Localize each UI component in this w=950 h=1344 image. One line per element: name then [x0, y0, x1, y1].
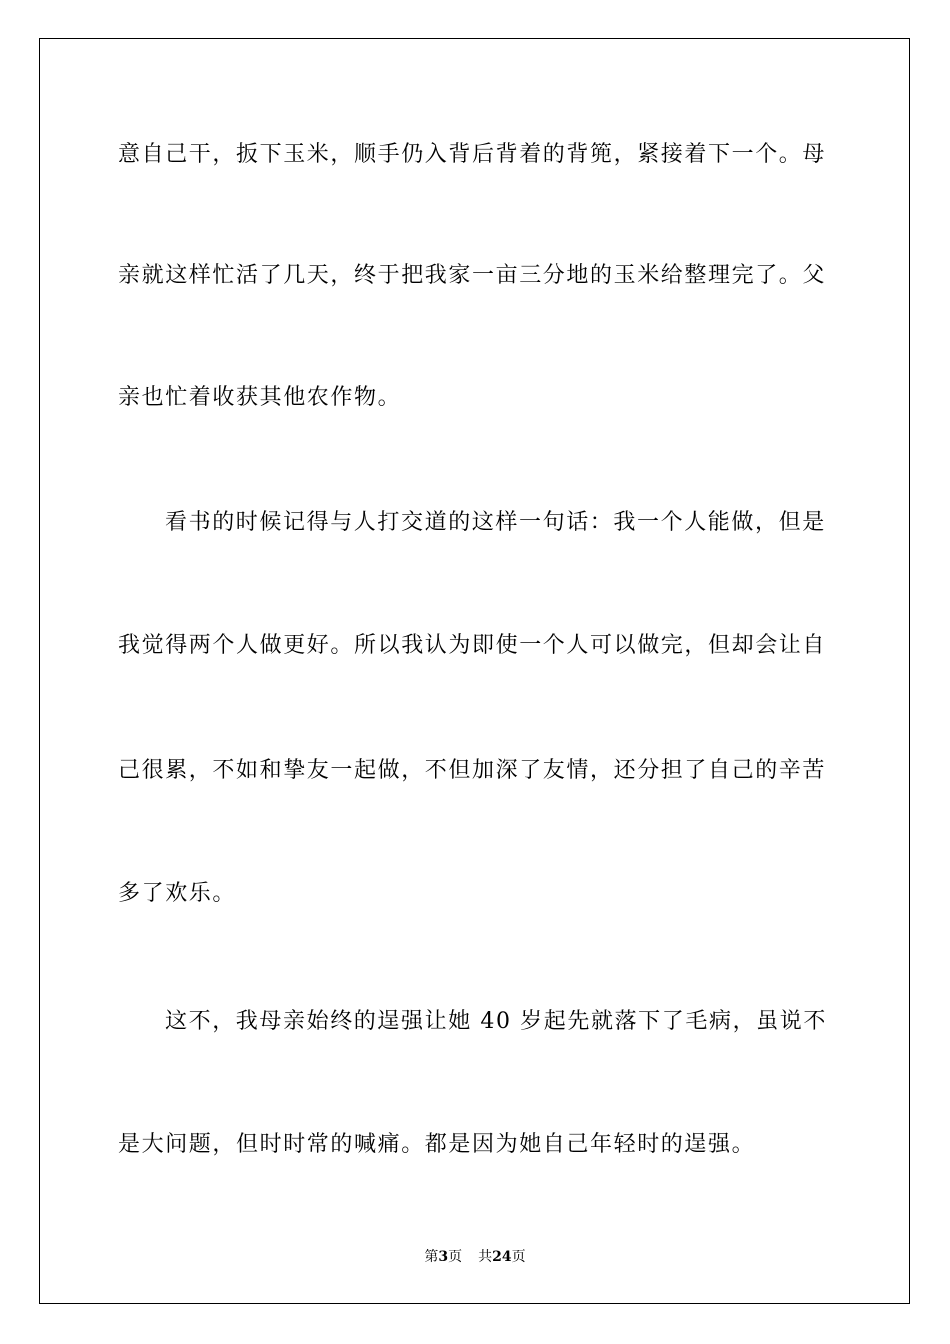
page-prefix: 第 — [424, 1249, 439, 1265]
text-line: 我觉得两个人做更好。所以我认为即使一个人可以做完，但却会让自 — [118, 633, 827, 658]
text-line: 意自己干，扳下玉米，顺手仍入背后背着的背篼，紧接着下一个。母 — [118, 142, 827, 167]
text-line: 是大问题，但时时常的喊痛。都是因为她自己年轻时的逞强。 — [118, 1132, 756, 1157]
page-frame — [39, 38, 910, 1304]
total-prefix: 共 — [478, 1249, 493, 1265]
total-pages: 24 — [492, 1249, 512, 1265]
paragraph-start-line: 看书的时候记得与人打交道的这样一句话：我一个人能做，但是 — [165, 510, 826, 535]
page-footer — [0, 1248, 950, 1266]
page-suffix: 页 — [448, 1249, 463, 1265]
paragraph-start-line: 这不，我母亲始终的逞强让她 40 岁起先就落下了毛病，虽说不 — [165, 1009, 827, 1034]
text-line: 亲就这样忙活了几天，终于把我家一亩三分地的玉米给整理完了。父 — [118, 263, 827, 288]
total-suffix: 页 — [511, 1249, 526, 1265]
text-line: 己很累，不如和挚友一起做，不但加深了友情，还分担了自己的辛苦 — [118, 758, 827, 783]
text-line: 多了欢乐。 — [118, 881, 237, 906]
page-number: 3 — [438, 1249, 449, 1265]
text-line: 亲也忙着收获其他农作物。 — [118, 385, 402, 410]
